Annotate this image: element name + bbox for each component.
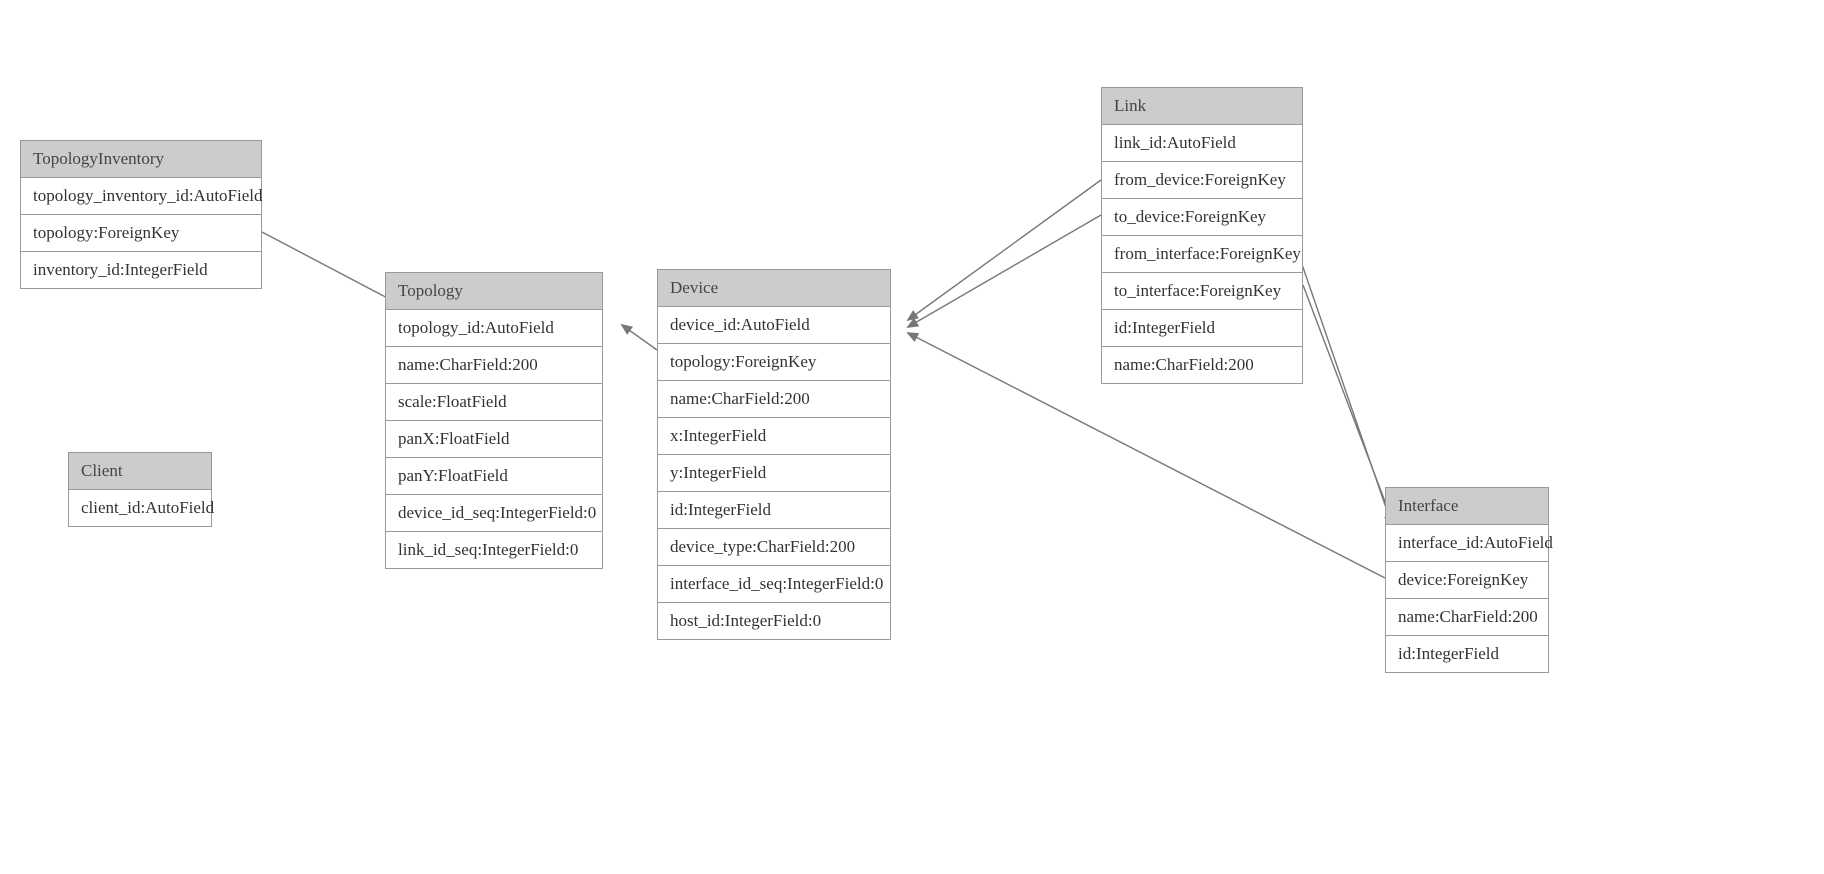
- edge-link-device-from: [908, 180, 1101, 320]
- entity-field: to_device:ForeignKey: [1102, 199, 1302, 236]
- entity-field: name:CharField:200: [1386, 599, 1548, 636]
- entity-title: Client: [69, 453, 211, 490]
- entity-link[interactable]: [1101, 87, 1303, 384]
- entity-field: to_interface:ForeignKey: [1102, 273, 1302, 310]
- entity-field: panX:FloatField: [386, 421, 602, 458]
- entity-field: topology_id:AutoField: [386, 310, 602, 347]
- entity-field: client_id:AutoField: [69, 490, 211, 526]
- entity-interface[interactable]: [1385, 487, 1553, 673]
- entity-title: Device: [658, 270, 890, 307]
- entity-field: from_interface:ForeignKey: [1102, 236, 1302, 273]
- entity-field: interface_id:AutoField: [1386, 525, 1548, 562]
- entity-field: host_id:IntegerField:0: [658, 603, 890, 639]
- entity-field: scale:FloatField: [386, 384, 602, 421]
- entity-field: from_device:ForeignKey: [1102, 162, 1302, 199]
- entity-client[interactable]: [68, 452, 215, 527]
- edge-link-interface-to: [1303, 285, 1395, 528]
- entity-field: id:IntegerField: [1386, 636, 1548, 672]
- entity-field: link_id:AutoField: [1102, 125, 1302, 162]
- entity-field: device_id:AutoField: [658, 307, 890, 344]
- entity-field: x:IntegerField: [658, 418, 890, 455]
- entity-title: TopologyInventory: [21, 141, 261, 178]
- entity-topologyinventory[interactable]: [20, 140, 262, 289]
- entity-title: Topology: [386, 273, 602, 310]
- entity-field: name:CharField:200: [386, 347, 602, 384]
- entity-topology[interactable]: [385, 272, 603, 569]
- edge-link-device-to: [908, 215, 1101, 327]
- entity-field: topology:ForeignKey: [658, 344, 890, 381]
- entity-field: panY:FloatField: [386, 458, 602, 495]
- entity-field: device_type:CharField:200: [658, 529, 890, 566]
- entity-field: topology_inventory_id:AutoField: [21, 178, 261, 215]
- edge-device-topology: [622, 325, 657, 350]
- entity-field: name:CharField:200: [1102, 347, 1302, 383]
- entity-field: id:IntegerField: [658, 492, 890, 529]
- edge-link-interface-from: [1297, 250, 1392, 525]
- entity-field: id:IntegerField: [1102, 310, 1302, 347]
- entity-title: Link: [1102, 88, 1302, 125]
- entity-field: inventory_id:IntegerField: [21, 252, 261, 288]
- entity-field: interface_id_seq:IntegerField:0: [658, 566, 890, 603]
- entity-title: Interface: [1386, 488, 1548, 525]
- entity-field: device_id_seq:IntegerField:0: [386, 495, 602, 532]
- entity-field: y:IntegerField: [658, 455, 890, 492]
- entity-field: name:CharField:200: [658, 381, 890, 418]
- entity-device[interactable]: [657, 269, 891, 640]
- entity-field: device:ForeignKey: [1386, 562, 1548, 599]
- entity-field: topology:ForeignKey: [21, 215, 261, 252]
- entity-field: link_id_seq:IntegerField:0: [386, 532, 602, 568]
